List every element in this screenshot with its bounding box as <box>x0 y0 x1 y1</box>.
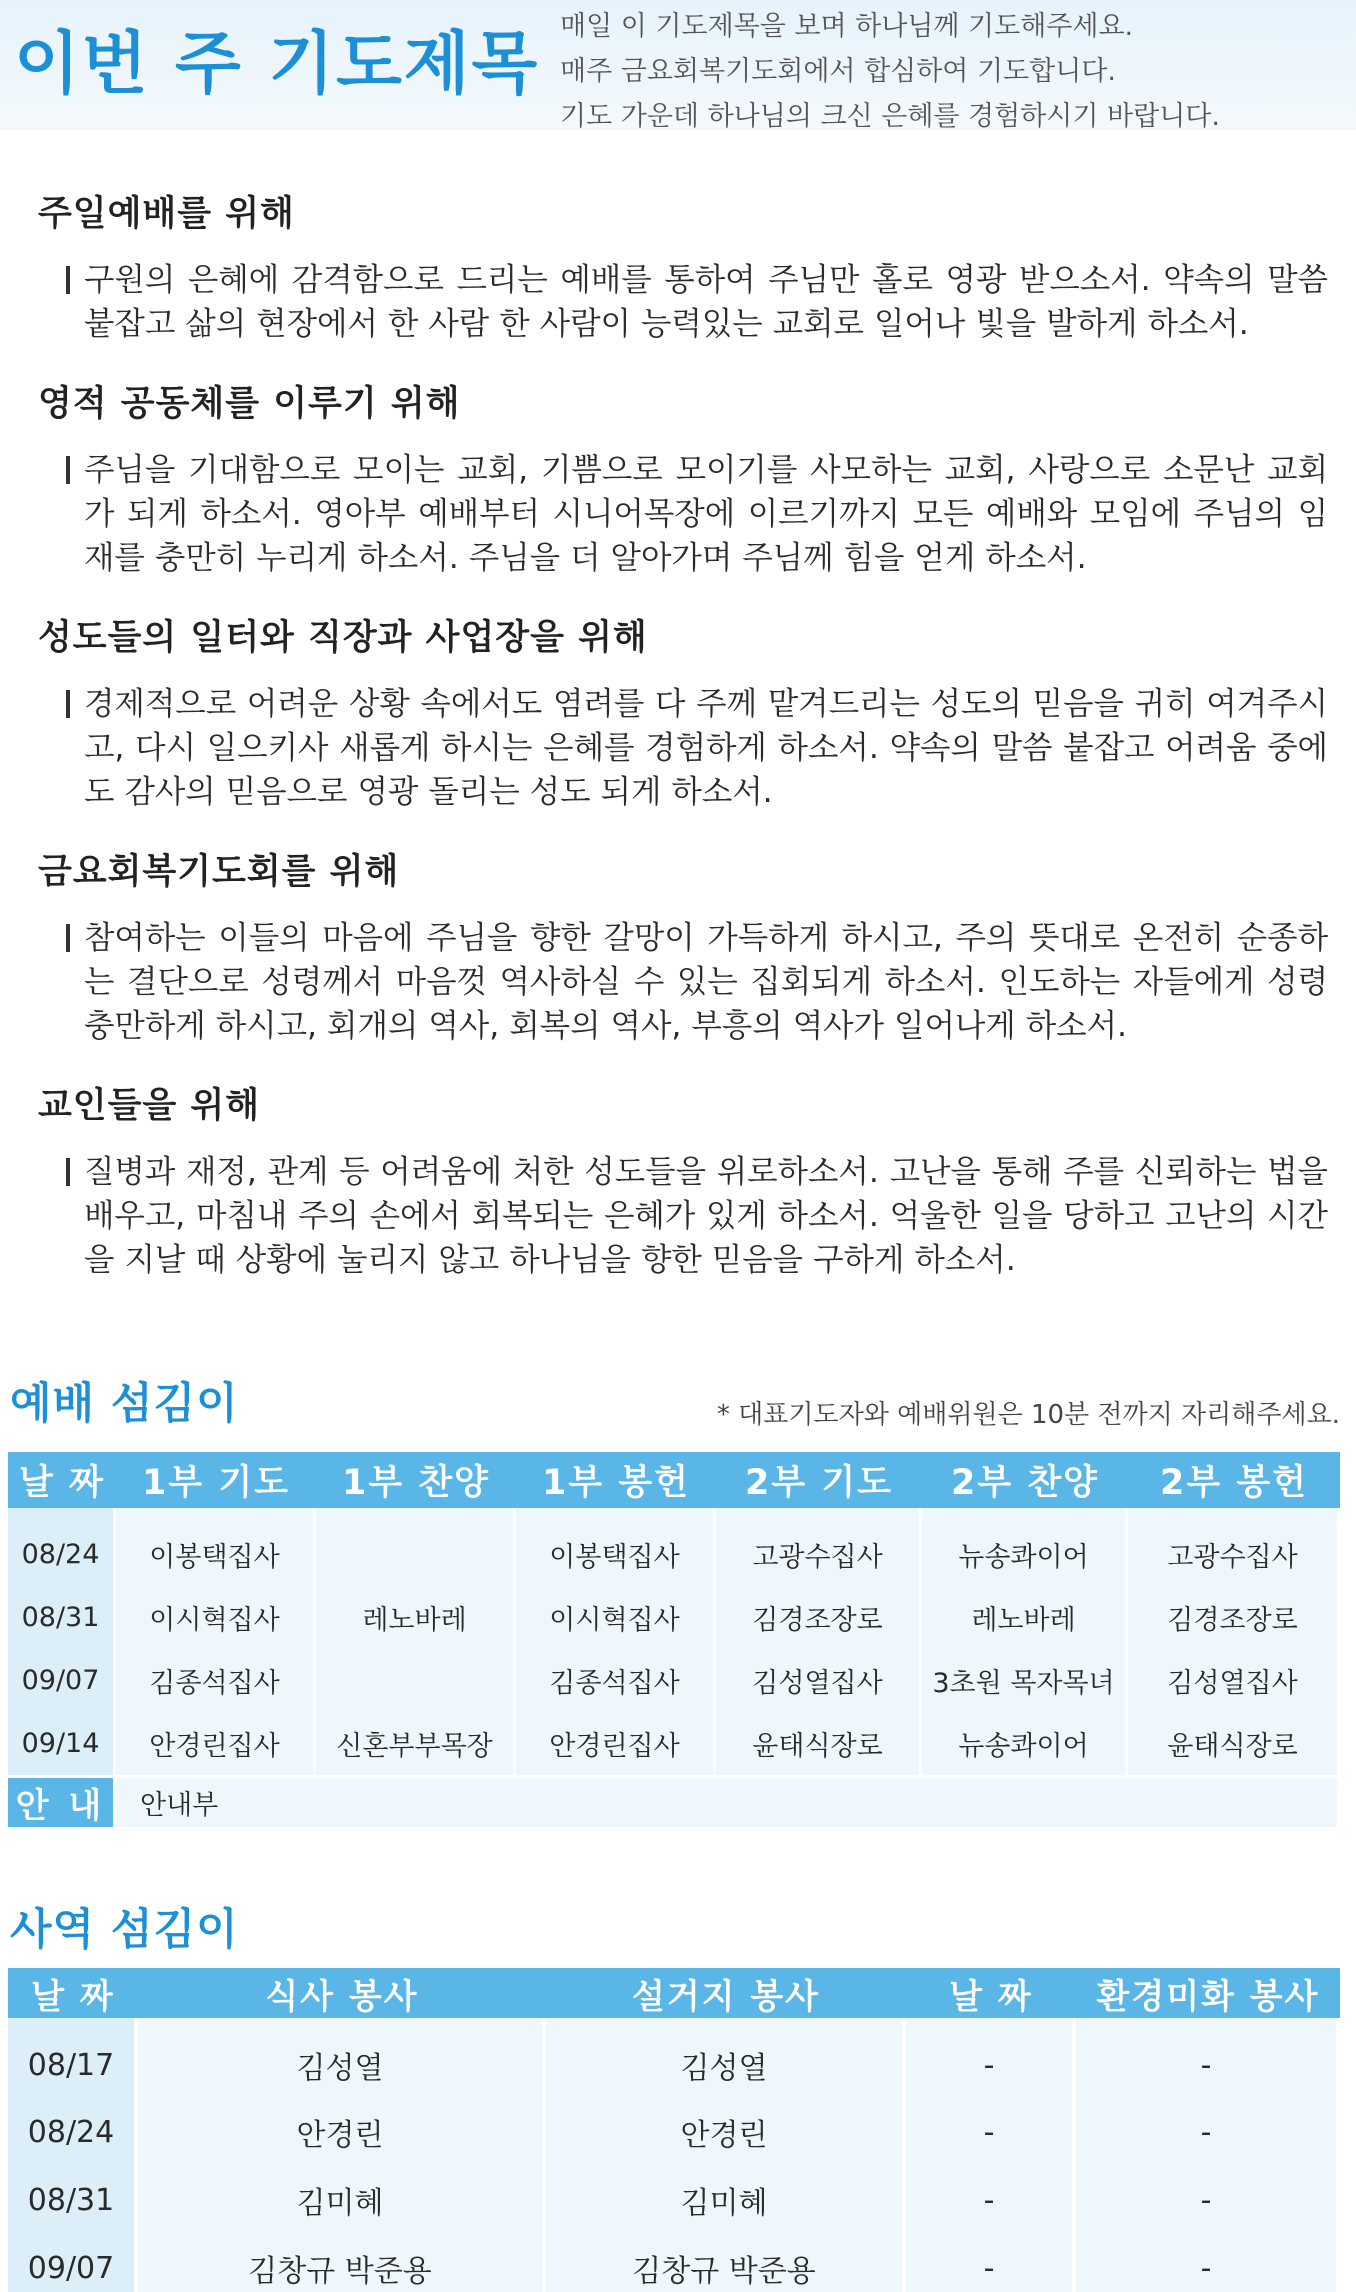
column-header: 1부 찬양 <box>316 1452 516 1508</box>
prayer-topics <box>38 186 1328 1312</box>
table-row <box>8 1649 1340 1712</box>
column-header: 2부 기도 <box>716 1452 922 1508</box>
topic-body <box>38 1150 1328 1282</box>
column-header: 설거지 봉사 <box>546 1968 906 2018</box>
table-cell: 안경린집사 <box>116 1712 316 1775</box>
table-cell: - <box>1076 2234 1340 2292</box>
service-section-title: 사역 섬김이 <box>10 1905 239 1955</box>
intro-line: 매주 금요회복기도회에서 합심하여 기도합니다. <box>560 56 1116 87</box>
table-cell: 김창규 박준용 <box>138 2234 546 2292</box>
intro-line: 매일 이 기도제목을 보며 하나님께 기도해주세요. <box>560 11 1134 42</box>
table-cell: 김성열집사 <box>1128 1649 1340 1712</box>
table-cell: 레노바레 <box>922 1586 1128 1649</box>
date-cell: 08/31 <box>8 1586 116 1649</box>
intro-line: 기도 가운데 하나님의 크신 은혜를 경험하시기 바랍니다. <box>560 101 1220 132</box>
table-cell: - <box>906 2018 1076 2098</box>
table-cell: 이봉택집사 <box>116 1508 316 1586</box>
table-cell: - <box>1076 2166 1340 2234</box>
topic-title: 성도들의 일터와 직장과 사업장을 위해 <box>38 618 648 658</box>
date-cell: 08/17 <box>8 2018 138 2098</box>
table-row <box>8 2234 1340 2292</box>
guide-label: 안 내 <box>8 1775 116 1827</box>
worship-section-title: 예배 섬김이 <box>10 1379 239 1429</box>
table-cell: - <box>1076 2018 1340 2098</box>
prayer-topic <box>38 376 1328 580</box>
date-cell: 08/24 <box>8 1508 116 1586</box>
table-cell: 김성열 <box>546 2018 906 2098</box>
column-header: 1부 봉헌 <box>516 1452 716 1508</box>
table-cell: 이시혁집사 <box>116 1586 316 1649</box>
table-cell: - <box>1076 2098 1340 2166</box>
table-cell: - <box>906 2166 1076 2234</box>
table-header-row <box>8 1968 1340 2018</box>
column-header: 날 짜 <box>906 1968 1076 2018</box>
prayer-topic <box>38 610 1328 814</box>
table-row <box>8 2166 1340 2234</box>
quote-bar <box>66 1158 70 1186</box>
table-cell: 안경린 <box>138 2098 546 2166</box>
table-cell: - <box>906 2098 1076 2166</box>
table-cell: 김경조장로 <box>1128 1586 1340 1649</box>
table-cell: 안경린집사 <box>516 1712 716 1775</box>
column-header: 2부 찬양 <box>922 1452 1128 1508</box>
table-cell: 신혼부부목장 <box>316 1712 516 1775</box>
table-cell: 윤태식장로 <box>716 1712 922 1775</box>
table-cell: - <box>906 2234 1076 2292</box>
column-header: 날 짜 <box>8 1968 138 2018</box>
guide-value: 안내부 <box>116 1775 1340 1827</box>
prayer-topic <box>38 844 1328 1048</box>
prayer-topic <box>38 186 1328 346</box>
table-header-row <box>8 1452 1340 1508</box>
page-header <box>0 0 1356 130</box>
table-cell: 윤태식장로 <box>1128 1712 1340 1775</box>
table-row <box>8 1586 1340 1649</box>
topic-text: 구원의 은혜에 감격함으로 드리는 예배를 통하여 주님만 홀로 영광 받으소서. 약속의 말씀 붙잡고 삶의 현장에서 한 사람 한 사람이 능력있는 교회로 일어나 빛을 발하게 하소서. <box>84 262 1328 342</box>
table-cell: 김미혜 <box>546 2166 906 2234</box>
date-cell: 08/31 <box>8 2166 138 2234</box>
table-row <box>8 2098 1340 2166</box>
date-cell: 09/07 <box>8 1649 116 1712</box>
table-cell: 안경린 <box>546 2098 906 2166</box>
date-cell: 08/24 <box>8 2098 138 2166</box>
intro-text <box>560 4 1220 139</box>
date-cell: 09/14 <box>8 1712 116 1775</box>
topic-text: 참여하는 이들의 마음에 주님을 향한 갈망이 가득하게 하시고, 주의 뜻대로 온전히 순종하는 결단으로 성령께서 마음껏 역사하실 수 있는 집회되게 하소서. 인도하는 자들에게 성령충만하게 하시고, 회개의 역사, 회복의 역사, 부흥의 역사가 일어나게 하소서. <box>84 920 1328 1044</box>
topic-body <box>38 916 1328 1048</box>
service-table <box>8 1968 1340 2292</box>
prayer-topic <box>38 1078 1328 1282</box>
table-cell: 뉴송콰이어 <box>922 1712 1128 1775</box>
column-header: 2부 봉헌 <box>1128 1452 1340 1508</box>
table-cell: 김창규 박준용 <box>546 2234 906 2292</box>
date-cell: 09/07 <box>8 2234 138 2292</box>
table-cell: 이시혁집사 <box>516 1586 716 1649</box>
table-cell: 김성열집사 <box>716 1649 922 1712</box>
column-header: 식사 봉사 <box>138 1968 546 2018</box>
column-header: 날 짜 <box>8 1452 116 1508</box>
table-cell: 김종석집사 <box>516 1649 716 1712</box>
topic-text: 질병과 재정, 관계 등 어려움에 처한 성도들을 위로하소서. 고난을 통해 주를 신뢰하는 법을 배우고, 마침내 주의 손에서 회복되는 은혜가 있게 하소서. 억울한 일을 당하고 고난의 시간을 지날 때 상황에 눌리지 않고 하나님을 향한 믿음을 구하게 하소서. <box>84 1154 1328 1278</box>
topic-text: 주님을 기대함으로 모이는 교회, 기쁨으로 모이기를 사모하는 교회, 사랑으로 소문난 교회가 되게 하소서. 영아부 예배부터 시니어목장에 이르기까지 모든 예배와 모임에 주님의 임재를 충만히 누리게 하소서. 주님을 더 알아가며 주님께 힘을 얻게 하소서. <box>84 452 1328 576</box>
table-cell: 김미혜 <box>138 2166 546 2234</box>
table-row <box>8 1508 1340 1586</box>
topic-body <box>38 682 1328 814</box>
topic-title: 금요회복기도회를 위해 <box>38 852 400 892</box>
topic-title: 주일예배를 위해 <box>38 194 295 234</box>
quote-bar <box>66 690 70 718</box>
table-row <box>8 2018 1340 2098</box>
table-cell: 김종석집사 <box>116 1649 316 1712</box>
worship-note: * 대표기도자와 예배위원은 10분 전까지 자리해주세요. <box>716 1400 1340 1430</box>
topic-title: 영적 공동체를 이루기 위해 <box>38 384 461 424</box>
column-header: 1부 기도 <box>116 1452 316 1508</box>
table-cell: 3초원 목자목녀 <box>922 1649 1128 1712</box>
topic-text: 경제적으로 어려운 상황 속에서도 염려를 다 주께 맡겨드리는 성도의 믿음을 귀히 여겨주시고, 다시 일으키사 새롭게 하시는 은혜를 경험하게 하소서. 약속의 말씀 붙잡고 어려움 중에도 감사의 믿음으로 영광 돌리는 성도 되게 하소서. <box>84 686 1328 810</box>
table-cell: 김성열 <box>138 2018 546 2098</box>
table-cell: 고광수집사 <box>716 1508 922 1586</box>
quote-bar <box>66 924 70 952</box>
page-title: 이번 주 기도제목 <box>14 25 540 104</box>
column-header: 환경미화 봉사 <box>1076 1968 1340 2018</box>
quote-bar <box>66 266 70 294</box>
table-cell: 레노바레 <box>316 1508 516 1712</box>
table-cell: 뉴송콰이어 <box>922 1508 1128 1586</box>
topic-body <box>38 448 1328 580</box>
quote-bar <box>66 456 70 484</box>
worship-table <box>8 1452 1340 1827</box>
table-cell: 고광수집사 <box>1128 1508 1340 1586</box>
topic-title: 교인들을 위해 <box>38 1086 261 1126</box>
table-cell: 이봉택집사 <box>516 1508 716 1586</box>
guide-row <box>8 1775 1340 1827</box>
table-row <box>8 1712 1340 1775</box>
topic-body <box>38 258 1328 346</box>
table-cell: 김경조장로 <box>716 1586 922 1649</box>
